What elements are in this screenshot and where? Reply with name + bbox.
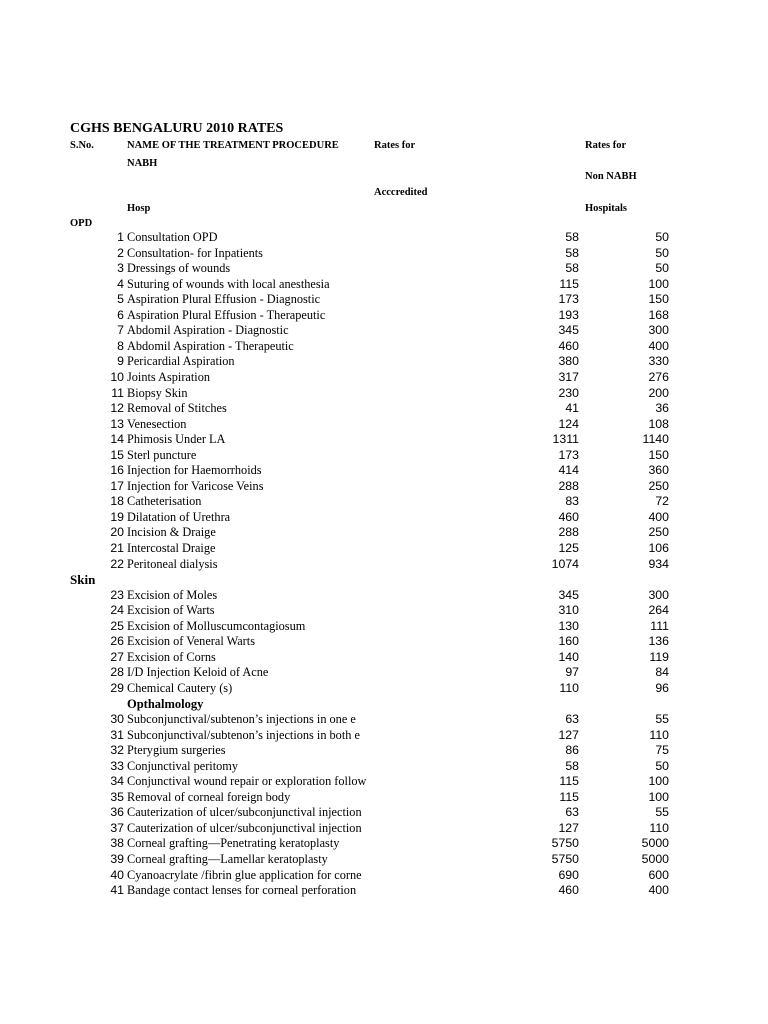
row-rate-non-nabh: 330 (648, 354, 669, 369)
table-row (0, 774, 768, 790)
row-procedure-name: Dilatation of Urethra (127, 509, 231, 524)
row-rate-non-nabh: 55 (655, 805, 669, 820)
row-procedure-name: Aspiration Plural Effusion - Therapeutic (127, 307, 326, 322)
table-row (0, 354, 768, 370)
row-serial-number: 24 (110, 603, 124, 618)
row-procedure-name: Biopsy Skin (127, 385, 188, 400)
row-rate-non-nabh: 400 (648, 338, 669, 353)
row-procedure-name: Phimosis Under LA (127, 432, 226, 447)
table-row (0, 292, 768, 308)
row-serial-number: 22 (110, 556, 124, 571)
row-rate-nabh: 127 (558, 727, 579, 742)
row-serial-number: 1 (117, 230, 124, 244)
row-rate-nabh: 110 (559, 680, 579, 695)
table-row (0, 277, 768, 293)
row-serial-number: 31 (110, 727, 124, 742)
row-procedure-name: Conjunctival peritomy (127, 758, 238, 773)
row-procedure-name: Sterl puncture (127, 447, 197, 462)
row-rate-non-nabh: 1140 (642, 432, 669, 447)
row-procedure-name: Chemical Cautery (s) (127, 680, 233, 695)
row-rate-nabh: 380 (558, 354, 579, 369)
row-serial-number: 10 (110, 369, 124, 384)
table-row (0, 230, 768, 246)
row-rate-non-nabh: 200 (648, 385, 669, 400)
row-rate-non-nabh: 72 (655, 494, 669, 509)
row-rate-non-nabh: 400 (648, 883, 669, 898)
row-rate-non-nabh: 110 (649, 820, 669, 835)
row-serial-number: 36 (110, 805, 124, 820)
row-procedure-name: Dressings of wounds (127, 261, 231, 276)
row-serial-number: 40 (110, 867, 124, 882)
header-rates-nabh: Rates for (374, 140, 416, 151)
row-rate-nabh: 414 (558, 463, 579, 478)
row-procedure-name: Aspiration Plural Effusion - Diagnostic (127, 292, 321, 307)
row-rate-nabh: 317 (558, 369, 579, 384)
row-rate-nabh: 124 (558, 416, 579, 431)
row-serial-number: 33 (110, 758, 124, 773)
row-procedure-name: Consultation OPD (127, 230, 218, 244)
row-rate-non-nabh: 264 (648, 603, 669, 618)
row-rate-nabh: 310 (558, 603, 579, 618)
row-rate-nabh: 1311 (552, 432, 579, 447)
table-row (0, 510, 768, 526)
row-rate-nabh: 345 (558, 323, 579, 338)
table-row (0, 759, 768, 775)
row-serial-number: 15 (110, 447, 124, 462)
row-rate-nabh: 288 (558, 478, 579, 493)
table-row (0, 805, 768, 821)
row-rate-nabh: 63 (565, 805, 579, 820)
row-rate-nabh: 130 (558, 618, 579, 633)
row-rate-nabh: 690 (558, 867, 579, 882)
table-row (0, 463, 768, 479)
header-hospitals: Hospitals (585, 203, 628, 214)
row-procedure-name: Injection for Varicose Veins (127, 478, 264, 493)
row-rate-nabh: 460 (558, 509, 579, 524)
row-procedure-name: Intercostal Draige (127, 541, 216, 555)
row-serial-number: 30 (110, 712, 124, 727)
row-rate-nabh: 58 (565, 261, 579, 276)
header-accredited: Acccredited (374, 187, 428, 198)
row-rate-non-nabh: 250 (648, 525, 669, 540)
row-serial-number: 18 (110, 494, 124, 509)
row-rate-nabh: 115 (559, 789, 579, 804)
row-procedure-name: Suturing of wounds with local anesthesia (127, 276, 330, 291)
header-sno: S.No. (70, 140, 94, 151)
table-row (0, 681, 768, 697)
row-rate-non-nabh: 50 (655, 758, 669, 773)
row-rate-nabh: 288 (558, 525, 579, 540)
document-title: CGHS BENGALURU 2010 RATES (70, 121, 284, 136)
table-row (0, 401, 768, 417)
row-rate-nabh: 115 (559, 276, 579, 291)
row-serial-number: 20 (110, 525, 124, 540)
section-opd: OPD (70, 218, 93, 229)
row-procedure-name: Subconjunctival/subtenon’s injections in both e (127, 727, 360, 742)
row-rate-nabh: 193 (558, 307, 579, 322)
row-serial-number: 16 (110, 463, 124, 478)
table-row (0, 790, 768, 806)
row-serial-number: 39 (110, 852, 124, 866)
row-rate-nabh: 86 (565, 743, 579, 758)
row-procedure-name: Subconjunctival/subtenon’s injections in one e (127, 712, 356, 727)
row-rate-non-nabh: 934 (648, 556, 669, 571)
table-row (0, 821, 768, 837)
table-row (0, 634, 768, 650)
row-rate-non-nabh: 600 (648, 867, 669, 882)
row-rate-nabh: 230 (558, 385, 579, 400)
row-rate-non-nabh: 100 (648, 276, 669, 291)
row-procedure-name: Excision of Moles (127, 587, 218, 602)
table-row (0, 261, 768, 277)
row-serial-number: 35 (110, 789, 124, 804)
table-row (0, 883, 768, 899)
row-procedure-name: Catheterisation (127, 494, 202, 509)
row-serial-number: 34 (110, 774, 124, 789)
row-procedure-name: Joints Aspiration (127, 369, 211, 384)
row-rate-non-nabh: 106 (648, 541, 669, 555)
table-row (0, 619, 768, 635)
row-rate-nabh: 140 (558, 649, 579, 664)
row-rate-nabh: 127 (558, 820, 579, 835)
row-procedure-name: Consultation- for Inpatients (127, 245, 263, 260)
row-procedure-name: Removal of Stitches (127, 401, 227, 416)
row-rate-non-nabh: 84 (655, 665, 669, 680)
header-non-nabh: Non NABH (585, 171, 637, 182)
row-procedure-name: Cyanoacrylate /fibrin glue application for corne (127, 867, 362, 882)
row-rate-non-nabh: 300 (648, 323, 669, 338)
row-rate-nabh: 58 (565, 245, 579, 260)
row-rate-non-nabh: 168 (648, 307, 669, 322)
table-row (0, 417, 768, 433)
row-serial-number: 17 (110, 478, 124, 493)
row-serial-number: 41 (110, 883, 124, 898)
table-row (0, 525, 768, 541)
row-serial-number: 23 (110, 587, 124, 602)
row-rate-nabh: 5750 (551, 852, 579, 866)
row-serial-number: 8 (117, 338, 124, 353)
row-serial-number: 9 (117, 354, 124, 369)
row-rate-non-nabh: 300 (648, 587, 669, 602)
row-rate-nabh: 460 (558, 338, 579, 353)
row-procedure-name: Pericardial Aspiration (127, 354, 235, 369)
row-rate-nabh: 125 (558, 541, 579, 555)
row-rate-non-nabh: 136 (648, 634, 669, 649)
row-rate-nabh: 63 (565, 712, 579, 727)
row-rate-non-nabh: 50 (655, 261, 669, 276)
row-procedure-name: Abdomil Aspiration - Therapeutic (127, 338, 294, 353)
section-skin: Skin (70, 572, 96, 587)
row-rate-nabh: 83 (565, 494, 579, 509)
row-rate-nabh: 160 (558, 634, 579, 649)
row-procedure-name: Corneal grafting—Penetrating keratoplasty (127, 836, 340, 851)
row-serial-number: 4 (117, 276, 124, 291)
row-procedure-name: Excision of Warts (127, 603, 215, 618)
table-row (0, 712, 768, 728)
row-procedure-name: Cauterization of ulcer/subconjunctival injection (127, 805, 362, 820)
row-rate-nabh: 460 (558, 883, 579, 898)
row-rate-non-nabh: 111 (650, 618, 669, 633)
table-row (0, 852, 768, 868)
row-serial-number: 26 (110, 634, 124, 649)
table-row (0, 650, 768, 666)
row-procedure-name: Venesection (127, 416, 187, 431)
row-procedure-name: Removal of corneal foreign body (127, 789, 291, 804)
table-row (0, 308, 768, 324)
row-rate-non-nabh: 150 (648, 292, 669, 307)
row-serial-number: 37 (110, 820, 124, 835)
table-row (0, 323, 768, 339)
row-serial-number: 19 (110, 509, 124, 524)
row-serial-number: 12 (110, 401, 124, 416)
table-row (0, 386, 768, 402)
row-rate-non-nabh: 75 (655, 743, 669, 758)
row-rate-non-nabh: 150 (648, 447, 669, 462)
table-row (0, 665, 768, 681)
table-row (0, 494, 768, 510)
table-row (0, 432, 768, 448)
table-row (0, 728, 768, 744)
row-rate-non-nabh: 119 (649, 649, 669, 664)
table-row (0, 557, 768, 573)
row-serial-number: 27 (110, 649, 124, 664)
row-serial-number: 38 (110, 836, 124, 851)
row-rate-non-nabh: 100 (648, 774, 669, 789)
row-rate-nabh: 115 (559, 774, 579, 789)
row-serial-number: 21 (110, 541, 124, 555)
row-rate-non-nabh: 250 (648, 478, 669, 493)
table-row (0, 339, 768, 355)
row-rate-non-nabh: 108 (648, 416, 669, 431)
row-rate-non-nabh: 276 (648, 369, 669, 384)
row-procedure-name: Excision of Corns (127, 649, 216, 664)
row-rate-non-nabh: 36 (655, 401, 669, 416)
table-row (0, 743, 768, 759)
row-serial-number: 32 (110, 743, 124, 758)
row-procedure-name: I/D Injection Keloid of Acne (127, 665, 269, 680)
row-serial-number: 29 (110, 680, 124, 695)
row-procedure-name: Conjunctival wound repair or exploration follow (127, 774, 367, 789)
row-rate-non-nabh: 5000 (641, 852, 669, 866)
row-rate-nabh: 58 (565, 230, 579, 244)
row-rate-non-nabh: 50 (655, 245, 669, 260)
row-procedure-name: Abdomil Aspiration - Diagnostic (127, 323, 289, 338)
section-opthalmology: Opthalmology (127, 697, 204, 711)
row-rate-non-nabh: 50 (655, 230, 669, 244)
row-rate-non-nabh: 5000 (641, 836, 669, 851)
table-row (0, 603, 768, 619)
row-rate-nabh: 97 (565, 665, 579, 680)
table-row (0, 246, 768, 262)
row-procedure-name: Incision & Draige (127, 525, 216, 540)
header-name-line2: NABH (127, 158, 158, 169)
row-procedure-name: Pterygium surgeries (127, 743, 226, 758)
row-rate-non-nabh: 55 (655, 712, 669, 727)
row-rate-nabh: 5750 (551, 836, 579, 851)
header-hosp: Hosp (127, 203, 151, 214)
table-row (0, 370, 768, 386)
row-procedure-name: Excision of Veneral Warts (127, 634, 255, 649)
row-rate-nabh: 58 (565, 758, 579, 773)
row-serial-number: 25 (110, 618, 124, 633)
row-serial-number: 7 (117, 323, 124, 338)
row-procedure-name: Corneal grafting—Lamellar keratoplasty (127, 852, 328, 866)
header-rates-non-nabh: Rates for (585, 140, 627, 151)
header-name-line1: NAME OF THE TREATMENT PROCEDURE (127, 140, 339, 151)
table-row (0, 588, 768, 604)
row-rate-non-nabh: 100 (648, 789, 669, 804)
row-rate-nabh: 173 (558, 292, 579, 307)
table-row (0, 541, 768, 557)
row-rate-non-nabh: 110 (649, 727, 669, 742)
row-procedure-name: Peritoneal dialysis (127, 556, 218, 571)
row-procedure-name: Excision of Molluscumcontagiosum (127, 618, 306, 633)
row-serial-number: 11 (111, 385, 124, 400)
row-procedure-name: Cauterization of ulcer/subconjunctival injection (127, 820, 362, 835)
row-serial-number: 3 (117, 261, 124, 276)
table-row (0, 868, 768, 884)
table-row (0, 448, 768, 464)
row-rate-nabh: 173 (558, 447, 579, 462)
row-rate-non-nabh: 96 (655, 680, 669, 695)
row-serial-number: 13 (110, 416, 124, 431)
row-procedure-name: Injection for Haemorrhoids (127, 463, 262, 478)
row-rate-nabh: 41 (565, 401, 579, 416)
row-serial-number: 28 (110, 665, 124, 680)
row-procedure-name: Bandage contact lenses for corneal perforation (127, 883, 357, 898)
row-rate-non-nabh: 360 (648, 463, 669, 478)
row-serial-number: 5 (117, 292, 124, 307)
table-row (0, 836, 768, 852)
table-row (0, 479, 768, 495)
row-serial-number: 2 (117, 245, 124, 260)
row-serial-number: 14 (110, 432, 124, 447)
row-rate-nabh: 1074 (551, 556, 579, 571)
row-rate-nabh: 345 (558, 587, 579, 602)
row-serial-number: 6 (117, 307, 124, 322)
row-rate-non-nabh: 400 (648, 509, 669, 524)
